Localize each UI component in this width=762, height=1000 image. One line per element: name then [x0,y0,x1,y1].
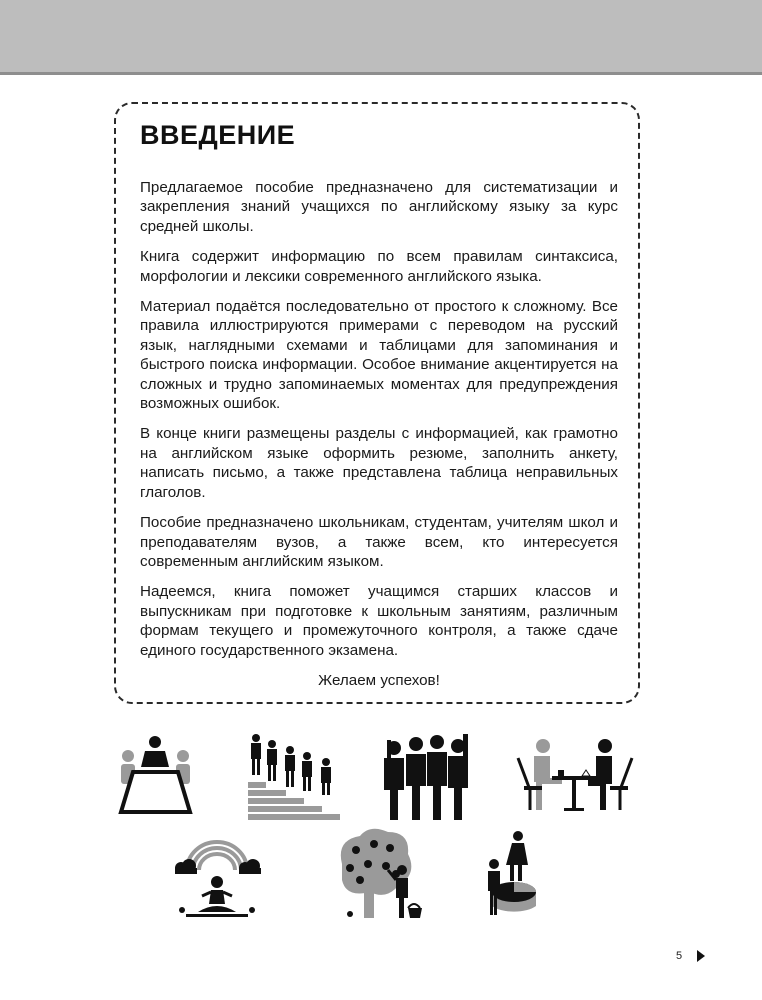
paragraph: Книга содержит информацию по всем правилам синтаксиса, морфологии и лексики современного английского языка. [140,248,618,285]
closing-line: Желаем успехов! [318,671,440,689]
crowd-icon [380,734,480,824]
pie-chart-people-icon [482,830,538,922]
apple-tree-icon [330,824,430,924]
meeting-table-icon [118,734,198,819]
paragraph: Пособие предназначено школьникам, студентам, учителям школ и преподавателям вузов, а также всем, кто интересуется современным английским языком. [140,514,618,570]
page-title: ВВЕДЕНИЕ [140,120,296,150]
career-ladder-icon [246,732,342,822]
paragraph: Предлагаемое пособие предназначено для систематизации и закрепления знаний учащихся по английскому языку за курс средней школы. [140,179,618,235]
meditation-rainbow-icon [172,838,262,920]
next-page-arrow-icon [697,950,705,962]
paragraph: В конце книги размещены разделы с информацией, как грамотно на английском языке оформить резюме, заполнить анкету, написать письмо, а также представлена таблица неправильных глаголов. [140,425,618,501]
desk-conversation-icon [510,738,640,818]
page-number: 5 [676,950,683,962]
illustrations [0,730,762,930]
header-band [0,0,762,75]
paragraph: Надеемся, книга поможет учащимся старших классов и выпускникам при подготовке к школьным занятиям, различным формам текущего и промежуточного контроля, а также сдаче единого государственного экзамена. [140,583,618,659]
paragraph: Материал подаётся последовательно от простого к сложному. Все правила иллюстрируются примерами с переводом на русский язык, наглядными схемами и таблицами для запоминания и быстрого поиска информации. Особое внимание акцентируется на сложных и трудно запоминаемых моментах для предупреждения возможных ошибок. [140,298,618,413]
intro-text [140,178,618,701]
